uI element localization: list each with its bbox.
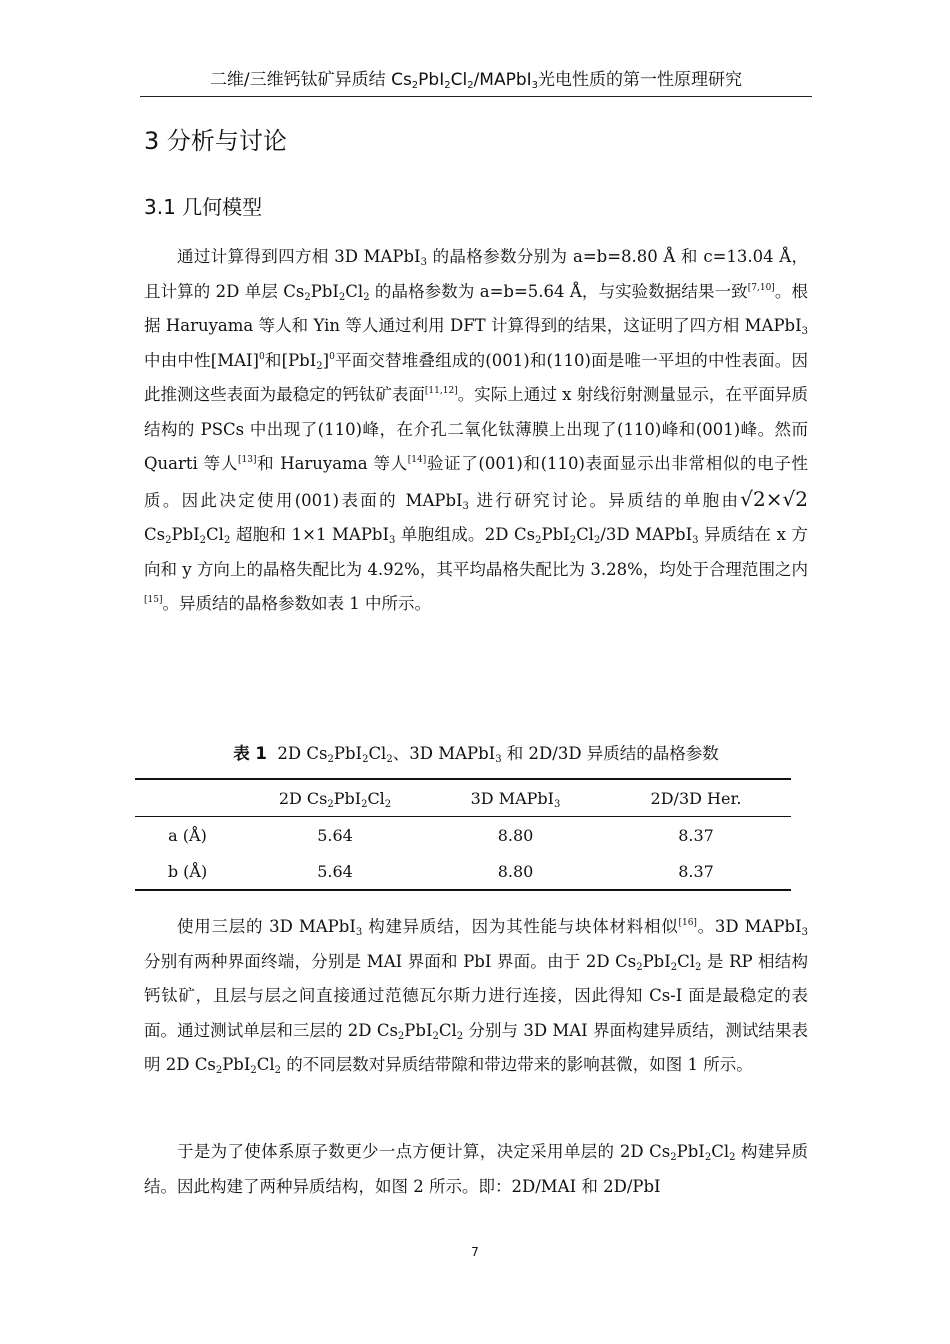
citation: [7,10] xyxy=(747,282,775,293)
section-title: 3 分析与讨论 xyxy=(144,127,287,155)
paragraph-structure: 于是为了使体系原子数更少一点方便计算，决定采用单层的 2D $Cs_2PbI_2Cl_2$ 构建异质结。因此构建了两种异质结构，如图 2 所示。即：2D/MAI 和 2D/PbI xyxy=(144,1142,809,1196)
sqrt-formula: √2×√2 xyxy=(740,486,808,511)
page-number: 7 xyxy=(471,1245,479,1259)
citation: [11,12] xyxy=(424,386,458,396)
paragraph-interface: 使用三层的 3D MAPbI$_3$ 构建异质结，因为其性能与块体材料相似[16]。3D MAPbI$_3$ 分别有两种界面终端，分别是 MAI 界面和 PbI 界面。由于 2D $Cs_2PbI_2Cl_2$ 是 RP 相结构钙钛矿，且层与层之间直接通过范德瓦尔斯力进行连接，因此得知 Cs-I 面是最稳定的表面。通过测试单层和三层的 2D $Cs_2PbI_2Cl_2$ 分别与 3D MAI 界面构建异质结，测试结果表明 2D $Cs_2PbI_2Cl_2$ 的不同层数对异质结带隙和带边带来的影响甚微，如图 1 所示。 xyxy=(144,917,808,1076)
citation: [14] xyxy=(407,455,427,465)
cell-3d: 8.80 xyxy=(497,825,534,845)
cell-hetero: 8.37 xyxy=(678,825,714,845)
header-hetero: 2D/3D Her. xyxy=(601,779,791,817)
citation: [13] xyxy=(238,455,257,465)
row-label: a (Å) xyxy=(168,825,207,845)
lattice-parameter-table xyxy=(135,778,791,891)
table-caption: 表 1 2D $Cs_2PbI_2Cl_2$、3D MAPbI$_3$ 和 2D/3D 异质结的晶格参数 xyxy=(233,744,719,765)
table-header-row xyxy=(135,779,791,817)
cell-hetero: 8.37 xyxy=(601,853,791,890)
header-3d: 3D MAPbI$_3$ xyxy=(430,779,601,817)
table-row xyxy=(135,817,791,854)
cell-2d: 5.64 xyxy=(317,825,353,845)
running-header: 二维/三维钙钛矿异质结 $Cs_2PbI_2Cl_2/MAPbI_3$光电性质的第一性原理研究 xyxy=(140,66,812,97)
citation: [15] xyxy=(144,595,163,605)
citation: [16] xyxy=(678,918,697,928)
header-2d: 2D $Cs_2PbI_2Cl_2$ xyxy=(240,779,430,817)
table-row xyxy=(135,853,791,890)
row-label: b (Å) xyxy=(135,853,240,890)
header-empty xyxy=(135,779,240,817)
subsection-title: 3.1 几何模型 xyxy=(144,195,263,219)
cell-2d: 5.64 xyxy=(240,853,430,890)
cell-3d: 8.80 xyxy=(430,853,601,890)
paragraph-geometry: 通过计算得到四方相 3D MAPbI$_3$ 的晶格参数分别为 a=b=8.80 Å 和 c=13.04 Å，且计算的 2D 单层 $Cs_2PbI_2Cl_2$ 的晶格参数为 a=b=5.64 Å，与实验数据结果一致[7,10]。根据 Haruyama 等人和 Yin 等人通过利用 DFT 计算得到的结果，这证明了四方相 MAPbI$_3$ 中由中性[MAI]$^0$和$[PbI_2]^0$平面交替堆叠组成的(001)和(110)面是唯一平坦的中性表面。因此推测这些表面为最稳定的钙钛矿表面[11,12]。实际上通过 x 射线衍射测量显示，在平面异质结构的 PSCs 中出现了(110)峰，在介孔二氧化钛薄膜上出现了(110)峰和(001)峰。然而 Quarti 等人[13]和 Haruyama 等人[14]验证了(001)和(110)表面显示出非常相似的电子性质。因此决定使用(001)表面的 MAPbI$_3$ 进行研究讨论。异质结的单胞由√2×√2 $Cs_2PbI_2Cl_2$ 超胞和 1×1 MAPbI$_3$ 单胞组成。2D $Cs_2PbI_2Cl_2/3D$ MAPbI$_3$ 异质结在 x 方向和 y 方向上的晶格失配比为 4.92%，其平均晶格失配比为 3.28%，均处于合理范围之内[15]。异质结的晶格参数如表 1 中所示。 xyxy=(144,247,809,613)
